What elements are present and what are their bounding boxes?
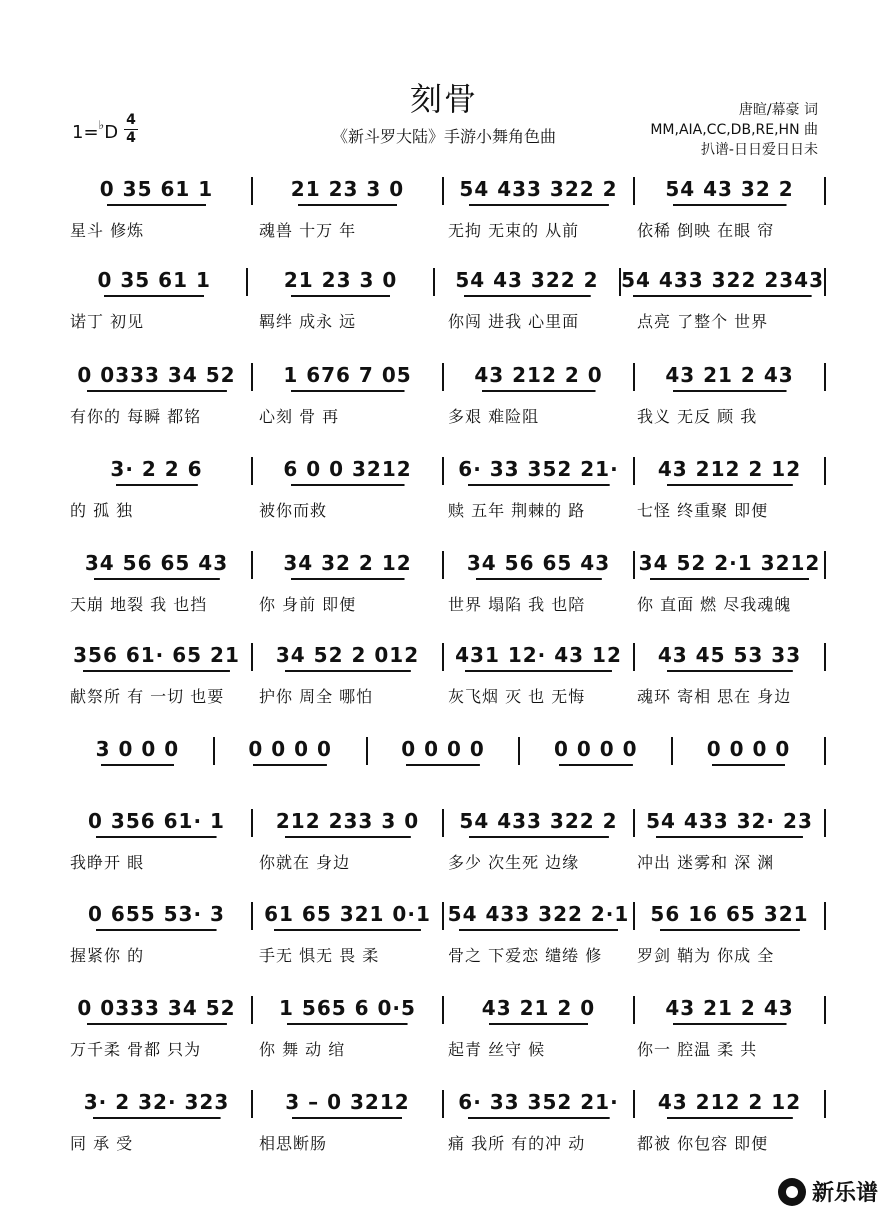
lyric-phrase: 你闯 进我 心里面 (448, 312, 580, 331)
measure-notes: 356 61· 65 21 (73, 643, 240, 672)
measure (520, 737, 671, 766)
barline (824, 551, 826, 579)
measure (444, 551, 633, 580)
time-denominator: 4 (126, 130, 136, 146)
measure (62, 177, 251, 206)
lyrics-line (70, 1037, 826, 1060)
lyric-phrase: 被你而救 (259, 501, 328, 520)
measure (253, 996, 442, 1025)
score-row (62, 987, 826, 1067)
score-row (62, 728, 826, 808)
score-row (62, 893, 826, 973)
time-signature (124, 112, 138, 147)
lyric-phrase: 点亮 了整个 世界 (637, 312, 769, 331)
notes-line (62, 642, 826, 672)
measure-notes: 6· 33 352 21· (458, 457, 618, 486)
measure (444, 363, 633, 392)
measure-notes: 1 676 7 05 (283, 363, 411, 392)
notes-line (62, 176, 826, 206)
measure (673, 737, 824, 766)
measure-notes: 54 433 322 2343 (621, 268, 824, 297)
song-subtitle: 《新斗罗大陆》手游小舞角色曲 (331, 127, 556, 146)
measure-notes: 3· 2 32· 323 (84, 1090, 230, 1119)
composer-credit: MM,AIA,CC,DB,RE,HN 曲 (650, 122, 818, 138)
barline (824, 177, 826, 205)
site-logo (778, 1176, 878, 1207)
measure-notes: 54 433 32· 23 (646, 809, 813, 838)
measure-notes: 43 21 2 0 (482, 996, 595, 1025)
notes-line (62, 456, 826, 486)
measure-notes: 56 16 65 321 (650, 902, 808, 931)
lyric-phrase: 相思断肠 (259, 1134, 328, 1153)
measure (62, 268, 246, 297)
lyric-phrase: 世界 塌陷 我 也陪 (448, 595, 586, 614)
measure (635, 643, 824, 672)
notes-line (62, 1089, 826, 1119)
measure-notes: 34 56 65 43 (85, 551, 228, 580)
measure (253, 457, 442, 486)
lyrics-line (70, 1131, 826, 1154)
flat-sign: ♭ (98, 118, 105, 132)
lyric-phrase: 我睁开 眼 (70, 853, 145, 872)
lyric-phrase: 诺丁 初见 (70, 312, 145, 331)
transcriber-credit: 扒谱-日日爱日日未 (700, 142, 818, 158)
measure (635, 363, 824, 392)
score-row (62, 259, 826, 339)
lyric-phrase: 痛 我所 有的冲 动 (448, 1134, 586, 1153)
lyric-phrase: 我义 无反 顾 我 (637, 407, 758, 426)
measure (62, 737, 213, 766)
measure-notes: 0 0333 34 52 (77, 363, 235, 392)
measure-notes: 43 21 2 43 (665, 996, 793, 1025)
notes-line (62, 362, 826, 392)
measure-notes: 1 565 6 0·5 (279, 996, 416, 1025)
lyric-phrase: 你 身前 即便 (259, 595, 357, 614)
measure (444, 457, 633, 486)
measure-notes: 34 52 2 012 (276, 643, 419, 672)
lyric-phrase: 你 舞 动 绾 (259, 1040, 346, 1059)
measure (62, 902, 251, 931)
score-row (62, 542, 826, 622)
measure (62, 809, 251, 838)
measure (635, 902, 824, 931)
score-row (62, 800, 826, 880)
measure (253, 177, 442, 206)
lyric-phrase: 起青 丝守 候 (448, 1040, 546, 1059)
lyric-phrase: 多少 次生死 边缘 (448, 853, 580, 872)
time-numerator: 4 (126, 112, 136, 128)
lyric-phrase: 星斗 修炼 (70, 221, 145, 240)
measure (435, 268, 619, 297)
measure-notes: 0 35 61 1 (100, 177, 213, 206)
measure (444, 996, 633, 1025)
barline (824, 363, 826, 391)
measure-notes: 6· 33 352 21· (458, 1090, 618, 1119)
measure (62, 457, 251, 486)
measure (253, 902, 442, 931)
lyric-phrase: 羁绊 成永 远 (259, 312, 357, 331)
measure-notes: 54 433 322 2 (459, 177, 617, 206)
measure-notes: 3· 2 2 6 (110, 457, 202, 486)
measure-notes: 0 0 0 0 (248, 737, 332, 766)
measure-notes: 54 433 322 2·1 (448, 902, 630, 931)
lyric-phrase: 你就在 身边 (259, 853, 351, 872)
lyric-phrase: 魂兽 十万 年 (259, 221, 357, 240)
lyric-phrase: 有你的 每瞬 都铭 (70, 407, 202, 426)
notes-line (62, 808, 826, 838)
credits (650, 100, 818, 160)
lyric-phrase: 献祭所 有 一切 也要 (70, 687, 225, 706)
measure (444, 643, 633, 672)
score-row (62, 448, 826, 528)
measure-notes: 21 23 3 0 (284, 268, 397, 297)
measure (635, 457, 824, 486)
lyrics-line (70, 309, 826, 332)
measure-notes: 0 356 61· 1 (88, 809, 225, 838)
lyrics-line (70, 850, 826, 873)
notes-line (62, 736, 826, 766)
barline (824, 457, 826, 485)
measure-notes: 54 43 32 2 (665, 177, 793, 206)
measure (368, 737, 519, 766)
lyric-phrase: 罗剑 鞘为 你成 全 (637, 946, 775, 965)
measure (444, 809, 633, 838)
measure-notes: 3 – 0 3212 (285, 1090, 409, 1119)
measure-notes: 54 43 322 2 (455, 268, 598, 297)
lyric-phrase: 灰飞烟 灭 也 无悔 (448, 687, 586, 706)
music-disc-icon (778, 1178, 806, 1206)
measure-notes: 0 0 0 0 (401, 737, 485, 766)
lyric-phrase: 你一 腔温 柔 共 (637, 1040, 758, 1059)
lyric-phrase: 七怪 终重聚 即便 (637, 501, 769, 520)
measure (62, 643, 251, 672)
measure (248, 268, 432, 297)
key-note: D (104, 122, 119, 143)
lyric-phrase: 护你 周全 哪怕 (259, 687, 374, 706)
measure (635, 551, 824, 580)
measure-notes: 21 23 3 0 (291, 177, 404, 206)
measure-notes: 43 212 2 12 (658, 1090, 801, 1119)
measure-notes: 34 32 2 12 (283, 551, 411, 580)
measure (62, 996, 251, 1025)
lyrics-line (70, 592, 826, 615)
measure-notes: 0 0 0 0 (707, 737, 791, 766)
measure-notes: 43 212 2 12 (658, 457, 801, 486)
measure-notes: 212 233 3 0 (276, 809, 419, 838)
lyric-phrase: 心刻 骨 再 (259, 407, 340, 426)
barline (824, 996, 826, 1024)
lyric-phrase: 握紧你 的 (70, 946, 145, 965)
measure (444, 902, 633, 931)
score-row (62, 634, 826, 714)
key-label: 1= (72, 122, 99, 143)
lyric-phrase: 冲出 迷雾和 深 渊 (637, 853, 775, 872)
notes-line (62, 995, 826, 1025)
measure (621, 268, 824, 297)
measure (253, 643, 442, 672)
measure (444, 1090, 633, 1119)
measure-notes: 54 433 322 2 (459, 809, 617, 838)
notes-line (62, 901, 826, 931)
notes-line (62, 267, 826, 297)
lyric-phrase: 万千柔 骨都 只为 (70, 1040, 202, 1059)
lyric-phrase: 都被 你包容 即便 (637, 1134, 769, 1153)
measure-notes: 43 21 2 43 (665, 363, 793, 392)
song-title: 刻骨 (409, 80, 478, 118)
lyric-phrase: 魂环 寄相 思在 身边 (637, 687, 792, 706)
measure (253, 1090, 442, 1119)
barline (824, 1090, 826, 1118)
measure-notes: 3 0 0 0 (96, 737, 180, 766)
measure (635, 809, 824, 838)
measure-notes: 0 0333 34 52 (77, 996, 235, 1025)
measure-notes: 431 12· 43 12 (455, 643, 622, 672)
barline (824, 737, 826, 765)
measure (62, 551, 251, 580)
score-row (62, 1081, 826, 1161)
measure (635, 177, 824, 206)
measure-notes: 61 65 321 0·1 (264, 902, 431, 931)
lyrics-line (70, 498, 826, 521)
measure-notes: 34 52 2·1 3212 (639, 551, 821, 580)
notes-line (62, 550, 826, 580)
lyrics-line (70, 404, 826, 427)
measure-notes: 34 56 65 43 (467, 551, 610, 580)
lyric-phrase: 无拘 无束的 从前 (448, 221, 580, 240)
measure (635, 996, 824, 1025)
measure (62, 1090, 251, 1119)
barline (824, 643, 826, 671)
lyric-phrase: 手无 惧无 畏 柔 (259, 946, 380, 965)
logo-text: 新乐谱 (811, 1181, 878, 1206)
measure (253, 363, 442, 392)
measure (62, 363, 251, 392)
measure (253, 809, 442, 838)
lyrics-line (70, 684, 826, 707)
lyrics-line (70, 218, 826, 241)
measure (215, 737, 366, 766)
measure-notes: 0 35 61 1 (97, 268, 210, 297)
lyric-phrase: 同 承 受 (70, 1134, 134, 1153)
lyricist-credit: 唐暄/幕豪 词 (738, 102, 818, 118)
lyric-phrase: 多艰 难险阻 (448, 407, 540, 426)
lyric-phrase: 的 孤 独 (70, 501, 134, 520)
barline (824, 902, 826, 930)
measure-notes: 6 0 0 3212 (283, 457, 411, 486)
score-row (62, 168, 826, 248)
lyric-phrase: 你 直面 燃 尽我魂魄 (637, 595, 792, 614)
measure-notes: 0 655 53· 3 (88, 902, 225, 931)
measure-notes: 0 0 0 0 (554, 737, 638, 766)
score-row (62, 354, 826, 434)
barline (824, 809, 826, 837)
measure (253, 551, 442, 580)
barline (824, 268, 826, 296)
measure (444, 177, 633, 206)
lyric-phrase: 赎 五年 荆棘的 路 (448, 501, 586, 520)
measure-notes: 43 212 2 0 (474, 363, 602, 392)
lyrics-line (70, 943, 826, 966)
measure-notes: 43 45 53 33 (658, 643, 801, 672)
lyric-phrase: 骨之 下爱恋 缱绻 修 (448, 946, 603, 965)
measure (635, 1090, 824, 1119)
lyric-phrase: 天崩 地裂 我 也挡 (70, 595, 208, 614)
key-signature (72, 118, 118, 143)
lyric-phrase: 依稀 倒映 在眼 帘 (637, 221, 775, 240)
